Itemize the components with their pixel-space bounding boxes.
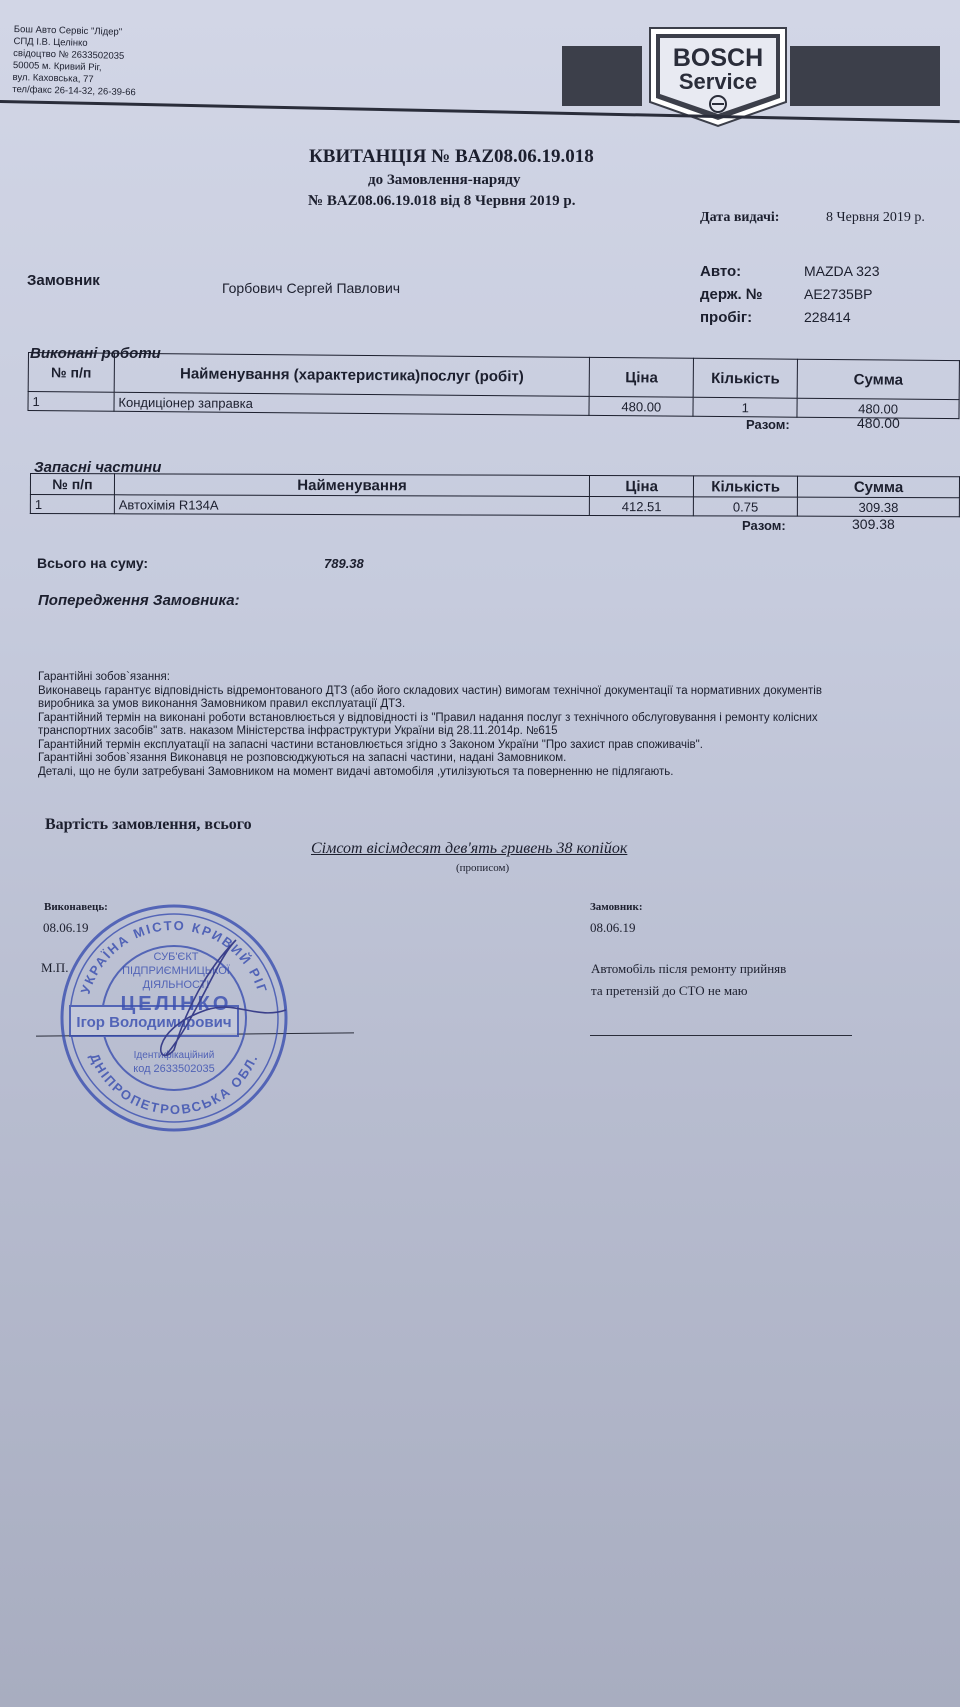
header-cell: № п/п — [30, 474, 114, 495]
stamp-line2: ПІДПРИЄМНИЦЬКОЇ — [122, 965, 230, 977]
car-plate-label: держ. № — [700, 286, 763, 303]
works-total: 480.00 — [857, 415, 900, 431]
warranty-line: транспортних засобів" затв. наказом Міністерства інфраструктури України від 28.11.2014р. №615 — [38, 725, 558, 737]
stamp-line3: ДІЯЛЬНОСТІ — [142, 979, 210, 991]
parts-section-title: Запасні частини — [34, 459, 162, 476]
logo-bar-right — [790, 46, 940, 106]
parts-table — [30, 473, 960, 517]
total-in-words: Сімсот вісімдесят дев'ять гривень 38 копійок — [311, 840, 628, 857]
warranty-line: Деталі, що не були затребувані Замовником на момент видачі автомобіля ,утилізуються та поверненню не підлягають. — [38, 765, 674, 778]
works-section-title: Виконані роботи — [30, 345, 161, 362]
warranty-line: виробника за умов виконання Замовником правил експлуатації ДТЗ. — [38, 698, 406, 710]
stamp-id-label: Ідентифікаційний — [133, 1050, 215, 1061]
issue-date-label: Дата видачі: — [700, 210, 780, 225]
grand-total-label: Всього на суму: — [37, 555, 149, 571]
stamp-line1: СУБ'ЄКТ — [153, 951, 199, 963]
warranty-line: Гарантійний термін на виконані роботи встановлюється у відповідності із "Правил надання послуг з технічного обслуговування і ремонту колісних — [38, 711, 818, 724]
header-cell: Кількість — [693, 358, 797, 398]
company-line: вул. Каховська, 77 — [12, 71, 94, 86]
warranty-line: Виконавець гарантує відповідність відремонтованого ДТЗ (або його складових частин) вимогам технічної документації та нормативних документів — [38, 684, 822, 697]
company-line: 50005 м. Кривий Ріг, — [12, 59, 102, 74]
header-cell: Сумма — [797, 359, 959, 399]
grand-total-value: 789.38 — [324, 556, 364, 571]
logo-line1: BOSCH — [672, 44, 764, 72]
cell-price: 412.51 — [590, 496, 694, 515]
warranty-line: Гарантійні зобов`язання Виконавця не розповсюджуються на запасні частини, надані Замовником. — [38, 752, 567, 764]
stamp-name: Ігор Володимирович — [76, 1014, 232, 1031]
stamp-code: код 2633502035 — [133, 1063, 215, 1075]
car-mileage-label: пробіг: — [700, 309, 753, 326]
car-model: MAZDA 323 — [804, 263, 880, 279]
parts-total: 309.38 — [852, 516, 895, 532]
warranty-text — [38, 671, 822, 779]
works-total-label: Разом: — [746, 417, 790, 432]
cell-name: Кондиціонер заправка — [114, 392, 590, 415]
cell-number: 1 — [30, 495, 114, 514]
in-words-hint: (прописом) — [456, 862, 510, 874]
header-cell: Найменування (характеристика)послуг (робіт) — [114, 353, 590, 396]
logo-bar-left — [562, 46, 642, 106]
customer-warning-label: Попередження Замовника: — [38, 592, 240, 609]
car-plate: AE2735BP — [804, 286, 873, 302]
cell-sum: 309.38 — [798, 497, 960, 517]
order-reference: № BAZ08.06.19.018 від 8 Червня 2019 р. — [308, 193, 576, 209]
car-model-label: Авто: — [700, 263, 742, 280]
issue-date-value: 8 Червня 2019 р. — [826, 210, 925, 225]
works-table — [27, 352, 959, 419]
company-info — [12, 24, 137, 99]
client-date: 08.06.19 — [590, 920, 636, 935]
cell-sum: 480.00 — [797, 398, 959, 418]
stamp-surname: ЦЕЛІНКО — [120, 993, 232, 1015]
cell-qty: 1 — [693, 397, 797, 417]
executor-date: 08.06.19 — [43, 920, 89, 935]
receipt-subtitle: до Замовлення-наряду — [368, 172, 521, 188]
car-mileage: 228414 — [804, 309, 851, 325]
customer-name: Горбович Сергей Павлович — [222, 280, 401, 296]
parts-total-label: Разом: — [742, 518, 786, 533]
company-line: тел/факс 26-14-32, 26-39-66 — [12, 83, 136, 99]
cell-name: Автохімія R134A — [114, 495, 589, 516]
client-label: Замовник: — [590, 901, 643, 913]
cell-price: 480.00 — [589, 396, 693, 416]
executor-seal-mark: М.П. — [41, 960, 69, 975]
executor-label: Виконавець: — [44, 901, 108, 913]
bosch-service-logo — [648, 24, 788, 128]
header-cell: Ціна — [590, 475, 694, 496]
header-cell: Ціна — [589, 357, 693, 397]
company-line: Бош Авто Сервіс "Лідер" — [13, 24, 123, 38]
stamp-outer-top: УКРАЇНА МІСТО КРИВИЙ РІГ — [77, 917, 271, 996]
cell-number: 1 — [28, 392, 114, 412]
company-line: свідоцтво № 2633502035 — [13, 47, 125, 62]
cell-qty: 0.75 — [694, 497, 798, 516]
customer-label: Замовник — [27, 272, 100, 289]
client-acceptance-2: та претензій до СТО не маю — [591, 983, 748, 998]
table-row — [30, 495, 959, 517]
warranty-line: Гарантійні зобов`язання: — [38, 671, 170, 683]
logo-line2: Service — [678, 69, 758, 94]
receipt-title: КВИТАНЦІЯ № BAZ08.06.19.018 — [309, 146, 594, 167]
header-cell: Кількість — [694, 476, 798, 497]
company-line: СПД І.В. Целінко — [13, 35, 88, 49]
client-signature-line — [590, 1035, 852, 1036]
header-cell: Найменування — [114, 474, 589, 497]
total-words-label: Вартість замовлення, всього — [45, 816, 252, 833]
client-acceptance-1: Автомобіль після ремонту прийняв — [591, 961, 787, 976]
official-stamp — [56, 900, 292, 1136]
header-cell: № п/п — [28, 353, 114, 393]
warranty-line: Гарантійний термін експлуатації на запасні частини встановлюється згідно з Законом України "Про захист прав споживачів". — [38, 738, 703, 751]
stamp-outer-bottom: ДНІПРОПЕТРОВСЬКА ОБЛ. — [86, 1050, 262, 1118]
header-cell: Сумма — [798, 476, 960, 498]
